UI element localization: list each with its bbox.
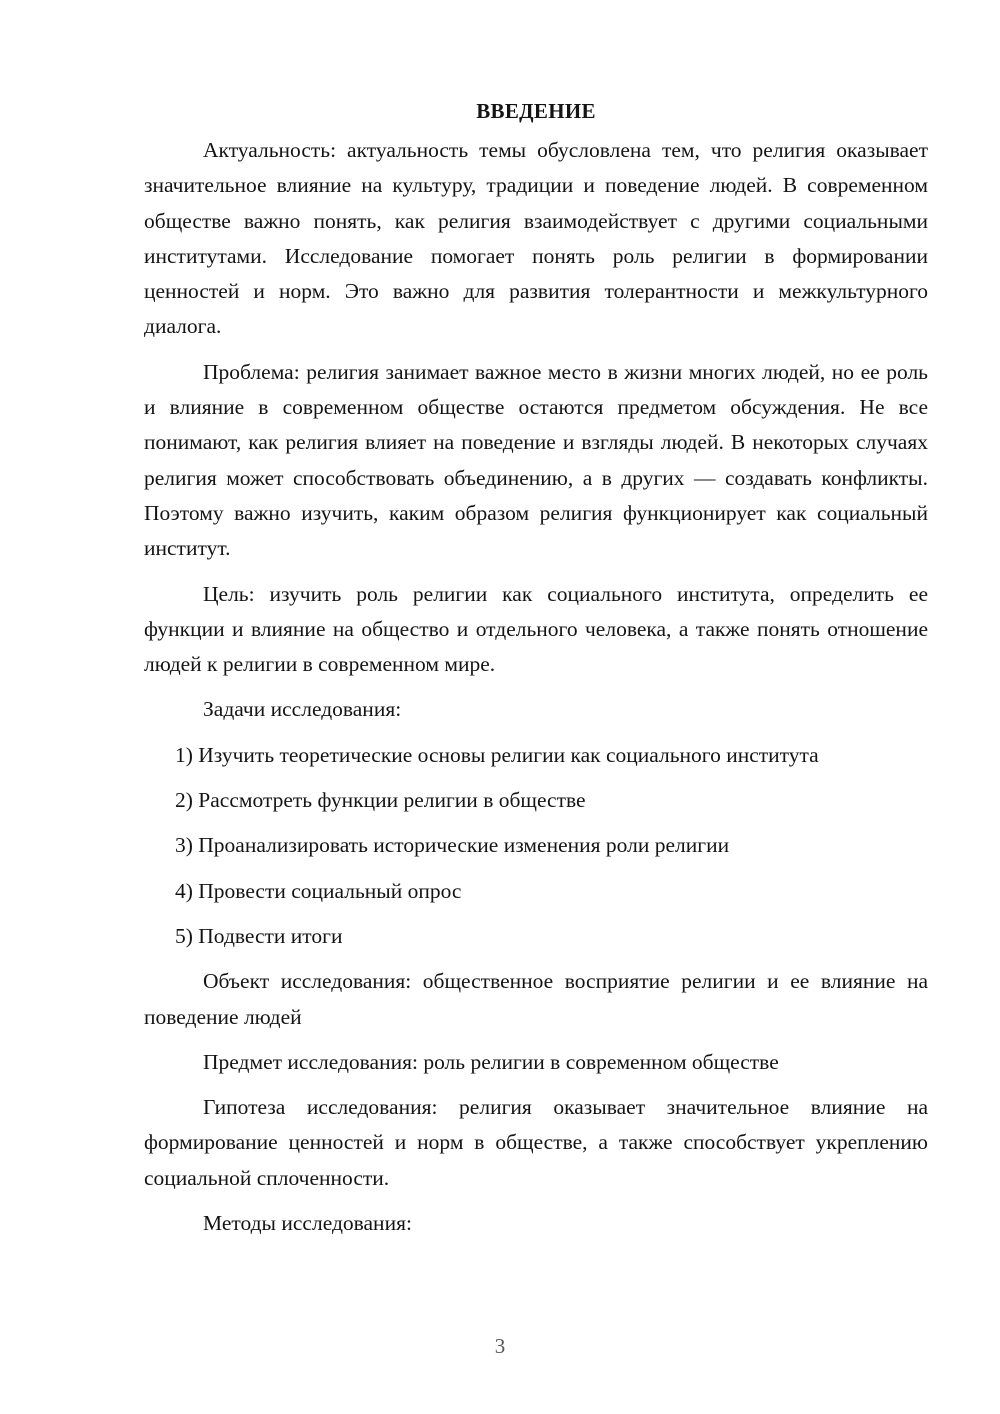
tasks-list <box>144 738 928 954</box>
object-paragraph: Объект исследования: общественное восприятие религии и ее влияние на поведение людей <box>144 969 928 1029</box>
page-title: ВВЕДЕНИЕ <box>476 99 596 123</box>
task-item: 4) Провести социальный опрос <box>175 878 462 903</box>
problem-paragraph: Проблема: религия занимает важное место в жизни многих людей, но ее роль и влияние в современном обществе остаются предметом обсуждения. Не все понимают, как религия влияет на поведение и взгляды людей. В некоторых случаях религия может способствовать объединению, а в других — создавать конфликты. Поэтому важно изучить, каким образом религия функционирует как социальный институт. <box>144 359 928 561</box>
hypothesis-paragraph: Гипотеза исследования: религия оказывает значительное влияние на формирование ценностей и норм в обществе, а также способствует укреплению социальной сплоченности. <box>144 1095 928 1190</box>
page-content <box>144 95 928 1251</box>
task-item: 2) Рассмотреть функции религии в обществе <box>175 788 586 813</box>
page-number: 3 <box>494 1334 506 1358</box>
goal-paragraph: Цель: изучить роль религии как социального института, определить ее функции и влияние на общество и отдельного человека, а также понять отношение людей к религии в современном мире. <box>144 581 928 677</box>
task-item: 5) Подвести итоги <box>175 923 343 948</box>
methods-heading: Методы исследования: <box>203 1211 412 1236</box>
task-item: 1) Изучить теоретические основы религии как социального института <box>175 742 819 767</box>
tasks-heading: Задачи исследования: <box>203 697 402 722</box>
task-item: 3) Проанализировать исторические изменения роли религии <box>175 833 730 858</box>
subject-paragraph: Предмет исследования: роль религии в современном обществе <box>203 1049 779 1074</box>
relevance-paragraph: Актуальность: актуальность темы обусловлена тем, что религия оказывает значительное влияние на культуру, традиции и поведение людей. В современном обществе важно понять, как религия взаимодействует с другими социальными институтами. Исследование помогает понять роль религии в формировании ценностей и норм. Это важно для развития толерантности и межкультурного диалога. <box>144 138 928 339</box>
